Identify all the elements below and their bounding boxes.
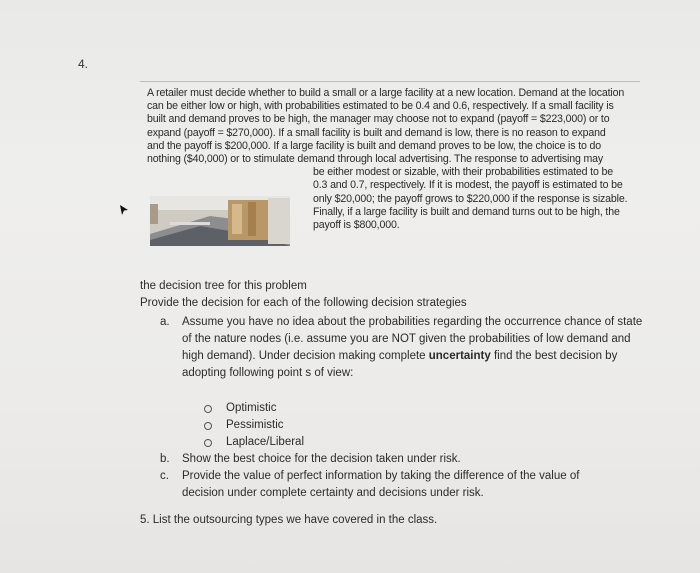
part-c-label: c. bbox=[160, 470, 169, 482]
intro-line: the decision tree for this problem bbox=[140, 280, 307, 292]
intro-line: Provide the decision for each of the following decision strategies bbox=[140, 297, 467, 309]
part-a-text bbox=[182, 314, 654, 382]
bullet-item bbox=[140, 434, 660, 451]
part-a-label: a. bbox=[160, 316, 170, 328]
facility-photo bbox=[150, 196, 290, 246]
bullet-list bbox=[140, 400, 660, 451]
part-c-text: Provide the value of perfect information by taking the difference of the value of decision under complete certainty and decisions under risk. bbox=[182, 470, 580, 499]
problem-line: and the payoff is $200,000. If a large facility is built and demand proves to be low, the choice is to do bbox=[147, 139, 602, 152]
questions-section bbox=[140, 278, 660, 529]
part-a bbox=[140, 314, 654, 382]
uncertainty-emphasis: uncertainty bbox=[428, 350, 491, 362]
part-c bbox=[140, 468, 622, 502]
bullet-item bbox=[140, 400, 660, 417]
divider bbox=[140, 81, 640, 82]
mouse-cursor-icon bbox=[118, 204, 130, 216]
problem-line: built and demand proves to be high, the manager may choose not to expand (payoff = $223,000) or to bbox=[147, 113, 610, 126]
bullet-item bbox=[140, 417, 660, 434]
part-b bbox=[140, 451, 660, 468]
problem-line: only $20,000; the payoff grows to $220,000 if the response is sizable. bbox=[313, 192, 628, 205]
part-a-text-end: find the best decision by adopting following point s of view: bbox=[182, 350, 618, 379]
bullet-text: Pessimistic bbox=[226, 419, 284, 431]
part-b-text: Show the best choice for the decision taken under risk. bbox=[182, 453, 461, 465]
bullet-text: Optimistic bbox=[226, 402, 277, 414]
problem-line: be either modest or sizable, with their probabilities estimated to be bbox=[313, 166, 613, 179]
problem-line: can be either low or high, with probabilities estimated to be 0.4 and 0.6, respectively. If a small facility is bbox=[147, 100, 614, 113]
problem-line: A retailer must decide whether to build a small or a large facility at a new location. Demand at the location bbox=[147, 87, 625, 99]
bullet-icon bbox=[204, 422, 212, 430]
part-b-label: b. bbox=[160, 453, 170, 465]
problem-line: nothing ($40,000) or to stimulate demand through local advertising. The response to advertising may bbox=[147, 153, 604, 166]
problem-line: expand (payoff = $270,000). If a small facility is built and demand is low, there is no reason to expand bbox=[147, 126, 606, 139]
bullet-icon bbox=[204, 439, 212, 447]
question-number: 4. bbox=[78, 57, 89, 71]
problem-line: 0.3 and 0.7, respectively. If it is modest, the payoff is estimated to be bbox=[313, 179, 623, 192]
part-a-text-start: Assume you have no idea about the probabilities regarding the occurrence chance of state of the nature nodes (i.e. assume you are NOT given the probabilities of low demand and high demand). Under decision making complete bbox=[182, 316, 643, 362]
question-5: 5. List the outsourcing types we have covered in the class. bbox=[140, 514, 438, 526]
bullet-icon bbox=[204, 405, 212, 413]
bullet-text: Laplace/Liberal bbox=[226, 436, 305, 448]
problem-line: payoff is $800,000. bbox=[313, 219, 400, 232]
problem-line: Finally, if a large facility is built and demand turns out to be high, the bbox=[313, 205, 620, 218]
